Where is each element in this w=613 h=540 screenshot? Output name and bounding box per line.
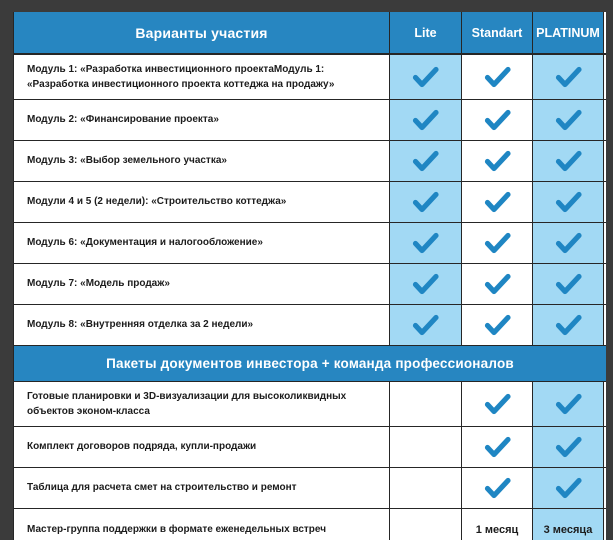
check-icon — [411, 109, 440, 131]
check-icon — [411, 191, 440, 213]
plan-cell-standart — [462, 223, 533, 263]
check-icon — [411, 273, 440, 295]
check-icon — [411, 150, 440, 172]
row-label: Таблица для расчета смет на строительство и ремонт — [27, 482, 297, 494]
row-label: Комплект договоров подряда, купли-продажи — [27, 441, 257, 453]
plan-cell-platinum — [533, 305, 604, 345]
row-label: Модуль 2: «Финансирование проекта» — [27, 114, 219, 126]
check-icon — [411, 232, 440, 254]
plan-cell-lite — [390, 509, 462, 540]
column-header-platinum — [533, 12, 604, 53]
row-label-cell — [14, 264, 390, 304]
plan-cell-platinum — [533, 468, 604, 508]
check-icon — [554, 66, 583, 88]
table-row — [14, 141, 606, 182]
row-label-cell — [14, 223, 390, 263]
table-row — [14, 223, 606, 264]
check-icon — [483, 273, 512, 295]
table-row — [14, 427, 606, 468]
check-icon — [483, 66, 512, 88]
column-header-lite — [390, 12, 462, 53]
table-row — [14, 305, 606, 346]
check-icon — [554, 477, 583, 499]
plan-cell-text: 1 месяц — [475, 523, 519, 536]
plan-cell-lite — [390, 223, 462, 263]
row-label-cell — [14, 468, 390, 508]
table-header-row — [14, 12, 606, 55]
check-icon — [483, 232, 512, 254]
plan-cell-standart — [462, 305, 533, 345]
section-header-label: Пакеты документов инвестора + команда профессионалов — [106, 356, 514, 371]
table-row — [14, 382, 606, 427]
check-icon — [554, 109, 583, 131]
plan-cell-lite — [390, 100, 462, 140]
check-icon — [554, 314, 583, 336]
row-label-cell — [14, 509, 390, 540]
plan-cell-lite — [390, 55, 462, 99]
plan-cell-platinum — [533, 264, 604, 304]
plan-cell-standart — [462, 141, 533, 181]
table-row — [14, 100, 606, 141]
column-header-lite-label: Lite — [414, 25, 437, 40]
row-label: Готовые планировки и 3D-визуализации для высоколиквидных объектов эконом-класса — [27, 390, 347, 417]
table-row — [14, 468, 606, 509]
plan-cell-lite — [390, 305, 462, 345]
plan-cell-platinum — [533, 141, 604, 181]
row-label-cell — [14, 305, 390, 345]
plan-cell-lite — [390, 468, 462, 508]
row-label-cell — [14, 55, 390, 99]
row-label: Модуль 6: «Документация и налогообложение» — [27, 237, 263, 249]
plan-cell-standart — [462, 264, 533, 304]
column-header-options — [14, 12, 390, 53]
plan-cell-standart — [462, 468, 533, 508]
row-label-cell — [14, 182, 390, 222]
plan-cell-platinum — [533, 427, 604, 467]
column-header-standart — [462, 12, 533, 53]
plan-cell-standart — [462, 382, 533, 426]
row-label: Модуль 1: «Разработка инвестиционного проектаМодуль 1: «Разработка инвестиционного проекта коттеджа на продажу» — [27, 63, 335, 90]
check-icon — [554, 191, 583, 213]
row-label-cell — [14, 382, 390, 426]
row-label: Модули 4 и 5 (2 недели): «Строительство коттеджа» — [27, 196, 287, 208]
check-icon — [554, 273, 583, 295]
check-icon — [483, 477, 512, 499]
check-icon — [483, 109, 512, 131]
plan-cell-text: 3 месяца — [543, 523, 593, 536]
check-icon — [411, 314, 440, 336]
plan-cell-platinum — [533, 182, 604, 222]
check-icon — [554, 393, 583, 415]
plan-cell-platinum — [533, 55, 604, 99]
check-icon — [483, 150, 512, 172]
check-icon — [483, 393, 512, 415]
check-icon — [411, 66, 440, 88]
check-icon — [554, 232, 583, 254]
table-row — [14, 182, 606, 223]
row-label-cell — [14, 100, 390, 140]
row-label-cell — [14, 141, 390, 181]
comparison-table — [13, 12, 606, 540]
plan-cell-standart — [462, 182, 533, 222]
table-body — [14, 55, 606, 540]
plan-cell-standart — [462, 427, 533, 467]
plan-cell-lite — [390, 182, 462, 222]
table-row — [14, 264, 606, 305]
row-label: Мастер-группа поддержки в формате еженедельных встреч — [27, 523, 327, 535]
row-label: Модуль 8: «Внутренняя отделка за 2 недели» — [27, 319, 254, 331]
plan-cell-standart — [462, 55, 533, 99]
table-row — [14, 55, 606, 100]
plan-cell-lite — [390, 264, 462, 304]
plan-cell-lite — [390, 382, 462, 426]
table-row — [14, 509, 606, 540]
plan-cell-platinum — [533, 382, 604, 426]
check-icon — [483, 436, 512, 458]
plan-cell-platinum — [533, 509, 604, 540]
plan-cell-standart — [462, 509, 533, 540]
plan-cell-standart — [462, 100, 533, 140]
row-label-cell — [14, 427, 390, 467]
column-header-platinum-label: PLATINUM — [536, 25, 600, 40]
row-label: Модуль 7: «Модель продаж» — [27, 278, 170, 290]
check-icon — [554, 150, 583, 172]
column-header-options-label: Варианты участия — [135, 24, 268, 41]
check-icon — [483, 191, 512, 213]
plan-cell-lite — [390, 141, 462, 181]
plan-cell-platinum — [533, 100, 604, 140]
check-icon — [554, 436, 583, 458]
column-header-standart-label: Standart — [471, 25, 523, 40]
section-header — [14, 346, 606, 382]
plan-cell-lite — [390, 427, 462, 467]
row-label: Модуль 3: «Выбор земельного участка» — [27, 155, 227, 167]
check-icon — [483, 314, 512, 336]
plan-cell-platinum — [533, 223, 604, 263]
